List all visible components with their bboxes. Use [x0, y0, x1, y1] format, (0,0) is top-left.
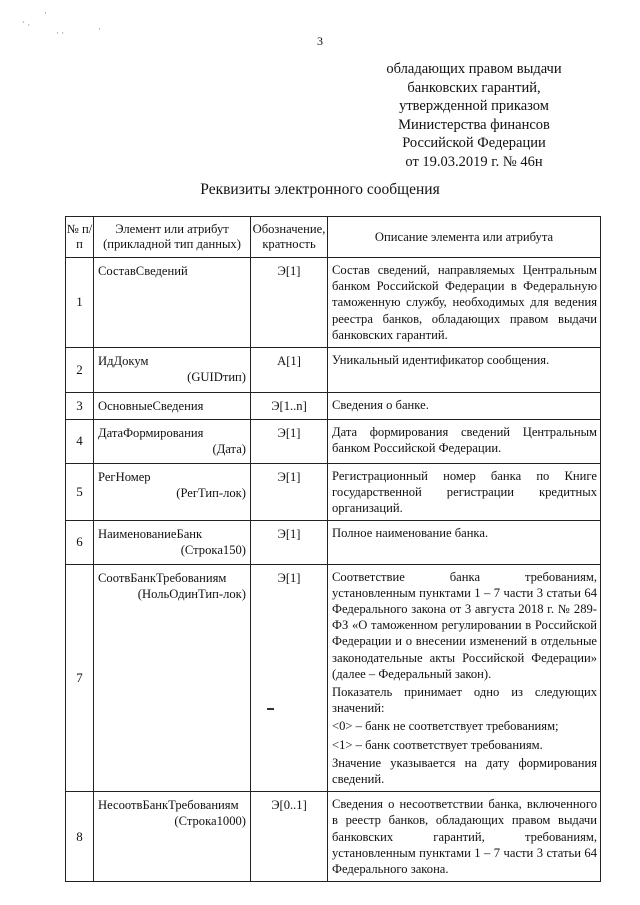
approval-line: утвержденной приказом [399, 98, 549, 115]
row-number: 3 [66, 393, 94, 420]
description-text: Полное наименование банка. [332, 526, 489, 541]
row-number: 4 [66, 420, 94, 463]
designation-cell: Э[1] [251, 521, 328, 564]
element-name: СоотвБанкТребованиям [98, 570, 227, 585]
table-header-row [66, 217, 601, 258]
designation-cell: Э[1] [251, 420, 328, 463]
pen-mark [267, 708, 274, 710]
element-name: ДатаФормирования [98, 426, 204, 441]
description-text: Значение указывается на дату формирования сведений. [332, 755, 597, 787]
approval-line: Министерства финансов [398, 116, 550, 133]
element-cell [94, 463, 251, 521]
element-type: (Строка150) [180, 543, 246, 558]
approval-line: обладающих правом выдачи [386, 61, 562, 77]
document-title: Реквизиты электронного сообщения [200, 181, 440, 198]
description-text: <0> – банк не соответствует требованиям; [332, 719, 559, 734]
element-cell [94, 521, 251, 564]
description-text: <1> – банк соответствует требованиям. [332, 737, 543, 752]
approval-line: Российской Федерации [402, 135, 546, 152]
row-number: 8 [66, 792, 94, 882]
description-text: Показатель принимает одно из следующих значений: [332, 685, 597, 716]
scan-artifact: ` · [22, 20, 31, 30]
row-number: 6 [66, 521, 94, 564]
description-cell [328, 564, 601, 792]
designation-cell: Э[1] [251, 258, 328, 348]
element-cell [94, 564, 251, 792]
description-cell [328, 463, 601, 521]
element-type: (РегТип-лок) [176, 485, 246, 500]
header-element: Элемент или атрибут (прикладной тип данных) [94, 217, 251, 258]
element-name: НаименованиеБанк [98, 527, 203, 542]
description-text: Дата формирования сведений Центральным банком Российской Федерации. [332, 425, 597, 456]
element-name: ИдДокум [98, 354, 149, 369]
scan-artifact: · [98, 24, 101, 34]
designation-cell: Э[0..1] [251, 792, 328, 882]
table-row [66, 348, 601, 393]
approval-line: от 19.03.2019 г. № 46н [405, 153, 543, 170]
description-cell [328, 348, 601, 393]
description-cell [328, 393, 601, 420]
description-text: Сведения о несоответствии банка, включенного в реестр банков, обладающих правом выдачи банковских гарантий, требованиям, установленным пунктами 1 – 7 части 3 статьи 64 Федерального закона. [332, 797, 597, 877]
description-cell [328, 258, 601, 348]
element-type: (Строка1000) [174, 814, 246, 829]
page-number: 3 [317, 34, 323, 48]
table-row [66, 792, 601, 882]
scan-artifact: · [44, 8, 47, 18]
row-number: 7 [66, 564, 94, 792]
description-cell [328, 521, 601, 564]
element-cell [94, 258, 251, 348]
row-number: 1 [66, 258, 94, 348]
element-name: НесоотвБанкТребованиям [98, 798, 239, 813]
table-row [66, 258, 601, 348]
designation-cell: Э[1..n] [251, 393, 328, 420]
designation-cell: А[1] [251, 348, 328, 393]
description-text: Сведения о банке. [332, 398, 429, 413]
description-text: Уникальный идентификатор сообщения. [332, 353, 550, 368]
header-description: Описание элемента или атрибута [328, 217, 601, 258]
header-num: № п/п [66, 217, 94, 258]
row-number: 2 [66, 348, 94, 393]
element-type: (НольОдинТип-лок) [137, 586, 246, 601]
description-cell [328, 420, 601, 463]
table-row [66, 393, 601, 420]
element-name: РегНомер [98, 469, 151, 484]
element-name: ОсновныеСведения [98, 399, 204, 414]
table-row [66, 463, 601, 521]
approval-line: банковских гарантий, [407, 79, 541, 96]
header-designation: Обозначение, кратность [251, 217, 328, 258]
element-cell [94, 393, 251, 420]
description-text: Соответствие банка требованиям, установленным пунктами 1 – 7 части 3 статьи 64 Федерального закона от 3 августа 2018 г. № 289-ФЗ «О таможенном регулировании в Российской Федерации и о внесении изменений в отдельные законодательные акты Российской Федерации» (далее – Федеральный закон). [332, 569, 597, 681]
element-cell [94, 792, 251, 882]
element-type: (Дата) [212, 442, 246, 457]
row-number: 5 [66, 463, 94, 521]
element-name: СоставСведений [98, 264, 188, 278]
description-text: Регистрационный номер банка по Книге государственной регистрации кредитных организаций. [332, 468, 597, 516]
scan-artifact: · · [56, 28, 65, 38]
description-text: Состав сведений, направляемых Центральным банком Российской Федерации в Федеральную таможенную службу, необходимых для ведения реестра банков, обладающих правом выдачи банковских гарантий. [332, 263, 597, 342]
designation-cell: Э[1] [251, 564, 328, 792]
table-row [66, 564, 601, 792]
approval-block [360, 60, 588, 172]
table-row [66, 420, 601, 463]
requisites-table [65, 216, 601, 882]
designation-cell: Э[1] [251, 463, 328, 521]
table-row [66, 521, 601, 564]
element-cell [94, 348, 251, 393]
element-type: (GUIDтип) [187, 370, 246, 385]
description-cell [328, 792, 601, 882]
element-cell [94, 420, 251, 463]
